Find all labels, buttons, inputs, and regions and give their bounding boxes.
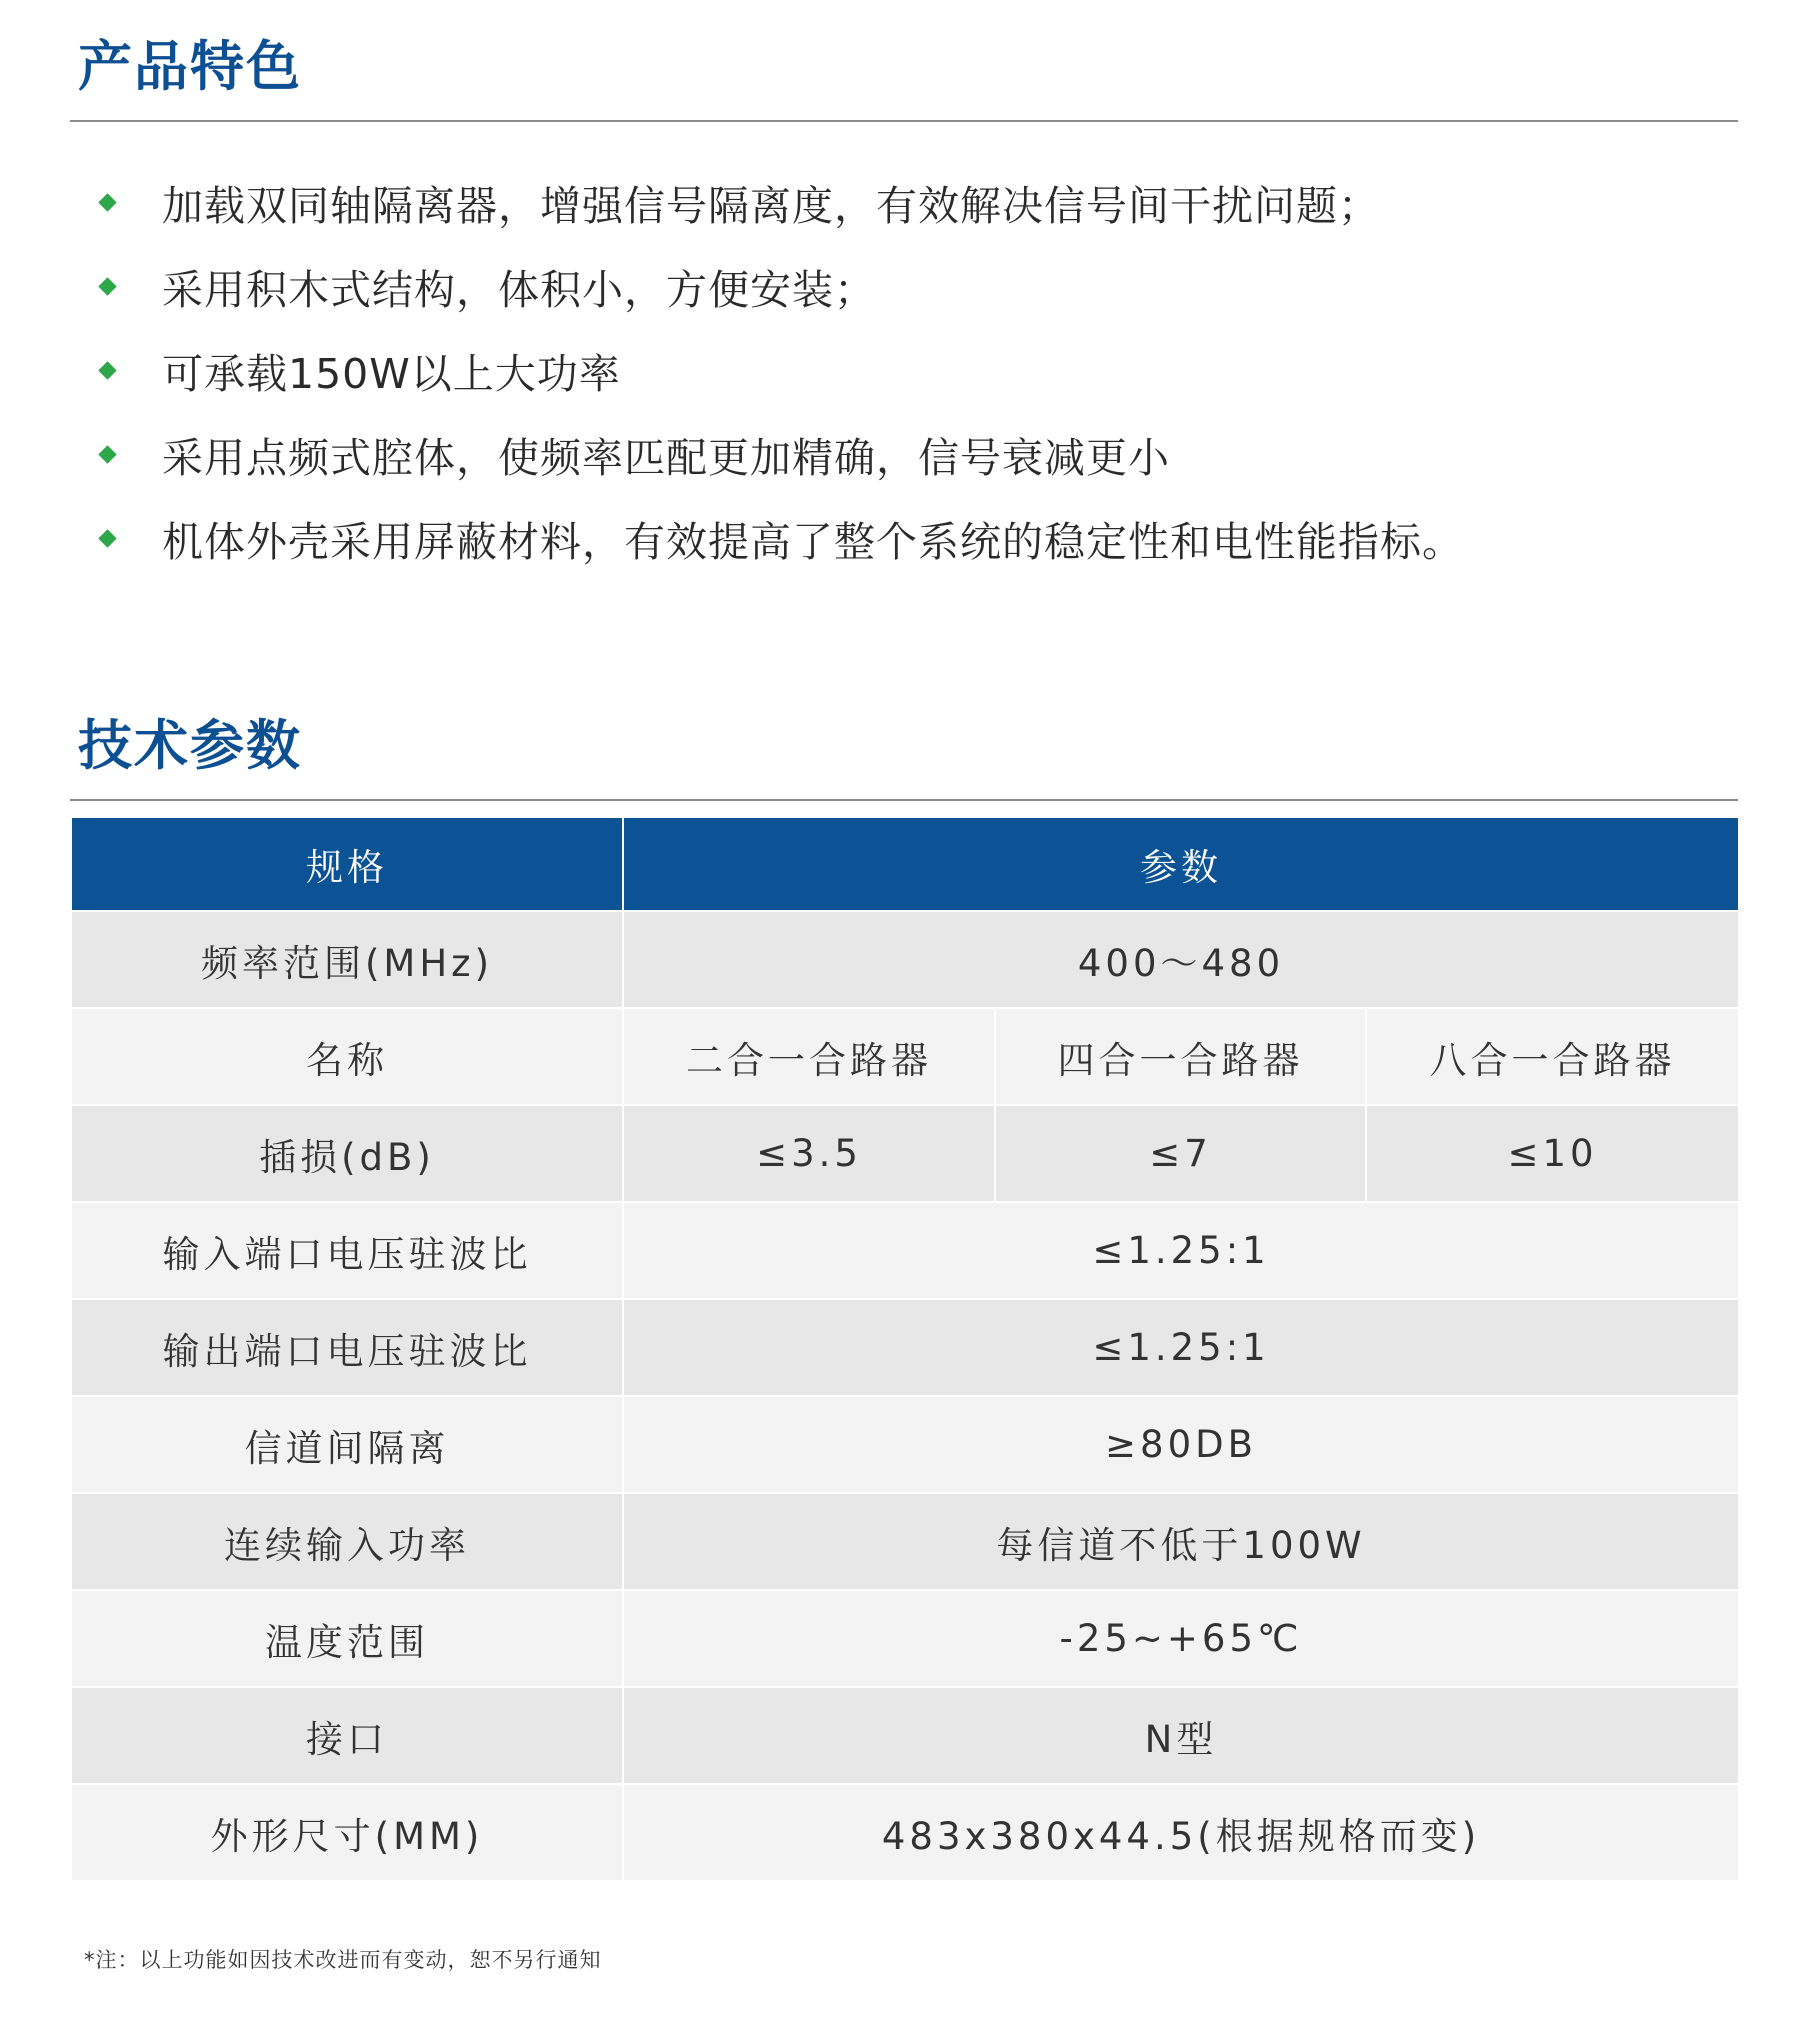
row-label: 连续输入功率: [72, 1493, 623, 1590]
feature-item: [0, 244, 1800, 328]
table-row: [72, 911, 1738, 1008]
row-label: 名称: [72, 1008, 623, 1105]
column-header-spec: 规格: [72, 818, 623, 911]
column-header-param: 参数: [623, 818, 1738, 911]
table-row: [72, 1202, 1738, 1299]
feature-text: 可承载150W以上大功率: [162, 349, 621, 398]
row-label: 信道间隔离: [72, 1396, 623, 1493]
row-value: 八合一合路器: [1366, 1008, 1738, 1105]
feature-text: 采用积木式结构，体积小，方便安装；: [162, 265, 876, 314]
feature-item: [0, 496, 1800, 580]
row-label: 温度范围: [72, 1590, 623, 1687]
row-value: ≤1.25:1: [623, 1299, 1738, 1396]
table-row: [72, 1396, 1738, 1493]
feature-item: [0, 160, 1800, 244]
row-value: ≤1.25:1: [623, 1202, 1738, 1299]
specs-table: [72, 818, 1738, 1880]
row-value: N型: [623, 1687, 1738, 1784]
row-value: 二合一合路器: [623, 1008, 995, 1105]
disclaimer-note: *注：以上功能如因技术改进而有变动，恕不另行通知: [84, 1948, 602, 1972]
diamond-bullet-icon: [98, 361, 116, 379]
table-row: [72, 1105, 1738, 1202]
row-label: 输出端口电压驻波比: [72, 1299, 623, 1396]
features-title: 产品特色: [78, 35, 302, 98]
row-label: 输入端口电压驻波比: [72, 1202, 623, 1299]
row-value: ≤7: [995, 1105, 1366, 1202]
table-row: [72, 1687, 1738, 1784]
feature-text: 加载双同轴隔离器，增强信号隔离度，有效解决信号间干扰问题；: [162, 181, 1380, 230]
row-label: 频率范围(MHz): [72, 911, 623, 1008]
specs-title: 技术参数: [78, 714, 302, 777]
diamond-bullet-icon: [98, 277, 116, 295]
feature-text: 机体外壳采用屏蔽材料，有效提高了整个系统的稳定性和电性能指标。: [162, 517, 1464, 566]
row-value: 每信道不低于100W: [623, 1493, 1738, 1590]
row-label: 外形尺寸(MM): [72, 1784, 623, 1880]
specs-divider: [70, 799, 1738, 801]
row-label: 接口: [72, 1687, 623, 1784]
features-divider: [70, 120, 1738, 122]
table-row: [72, 1784, 1738, 1880]
table-row: [72, 1590, 1738, 1687]
row-value: ≤3.5: [623, 1105, 995, 1202]
feature-item: [0, 328, 1800, 412]
feature-text: 采用点频式腔体，使频率匹配更加精确，信号衰减更小: [162, 433, 1170, 482]
features-list: [0, 160, 1800, 580]
row-value: -25~+65℃: [623, 1590, 1738, 1687]
row-label: 插损(dB): [72, 1105, 623, 1202]
table-row: [72, 1299, 1738, 1396]
diamond-bullet-icon: [98, 445, 116, 463]
row-value: ≥80DB: [623, 1396, 1738, 1493]
diamond-bullet-icon: [98, 529, 116, 547]
diamond-bullet-icon: [98, 193, 116, 211]
feature-item: [0, 412, 1800, 496]
row-value: 四合一合路器: [995, 1008, 1366, 1105]
row-value: 400～480: [623, 911, 1738, 1008]
row-value: ≤10: [1366, 1105, 1738, 1202]
table-row: [72, 1008, 1738, 1105]
row-value: 483x380x44.5(根据规格而变): [623, 1784, 1738, 1880]
table-header-row: [72, 818, 1738, 911]
table-row: [72, 1493, 1738, 1590]
